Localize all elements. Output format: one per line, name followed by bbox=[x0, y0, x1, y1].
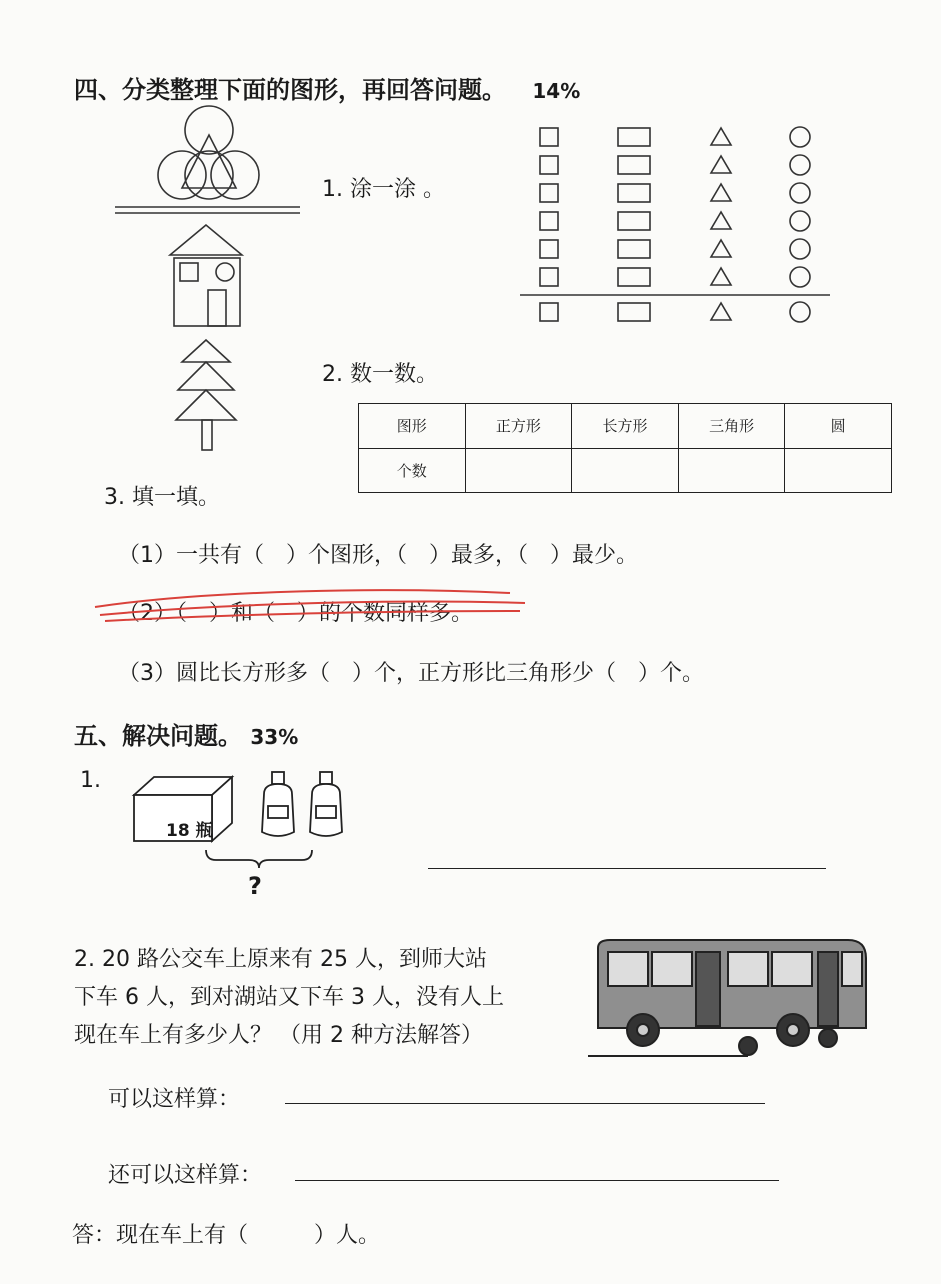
calc2-answer-line[interactable] bbox=[295, 1180, 779, 1181]
section4-title: 四、分类整理下面的图形，再回答问题。 14% bbox=[74, 76, 581, 104]
final-answer: 答：现在车上有（ ）人。 bbox=[72, 1223, 381, 1248]
section4-score: 14% bbox=[532, 79, 581, 103]
table-row bbox=[359, 404, 892, 449]
table-row bbox=[359, 448, 892, 493]
table-header: 圆 bbox=[785, 404, 892, 449]
shapes-figure bbox=[110, 100, 310, 460]
count-table bbox=[358, 403, 892, 493]
p1-number: 1. bbox=[80, 768, 101, 793]
calc2-label: 还可以这样算： bbox=[108, 1163, 263, 1188]
q1-label: 1. 涂一涂 。 bbox=[322, 177, 445, 202]
question-mark: ? bbox=[248, 872, 262, 900]
p2-line-3: 现在车上有多少人？ （用 2 种方法解答） bbox=[74, 1023, 483, 1048]
table-header: 长方形 bbox=[572, 404, 679, 449]
coloring-chart[interactable] bbox=[520, 123, 840, 328]
table-header: 图形 bbox=[359, 404, 466, 449]
red-strikethrough bbox=[90, 585, 530, 625]
q3-label: 3. 填一填。 bbox=[104, 485, 220, 510]
section5-title: 五、解决问题。 33% bbox=[74, 722, 299, 750]
q3-item-3: （3）圆比长方形多（ ）个，正方形比三角形少（ ）个。 bbox=[118, 661, 704, 686]
calc1-label: 可以这样算： bbox=[108, 1087, 241, 1112]
brace-under bbox=[204, 848, 314, 868]
q3-item-1: （1）一共有（ ）个图形，（ ）最多，（ ）最少。 bbox=[118, 543, 638, 568]
q3-item-2: （2）（ ）和（ ）的个数同样多。 bbox=[118, 601, 473, 626]
table-header: 三角形 bbox=[678, 404, 785, 449]
calc1-answer-line[interactable] bbox=[285, 1103, 765, 1104]
bottle-icon bbox=[256, 770, 356, 840]
box-label: 18 瓶 bbox=[166, 821, 213, 841]
p2-line-2: 下车 6 人，到对湖站又下车 3 人，没有人上 bbox=[74, 985, 504, 1010]
q2-label: 2. 数一数。 bbox=[322, 362, 438, 387]
count-cell[interactable] bbox=[572, 448, 679, 493]
count-cell[interactable] bbox=[678, 448, 785, 493]
bus-illustration bbox=[588, 938, 873, 1063]
count-cell[interactable] bbox=[785, 448, 892, 493]
section5-score: 33% bbox=[250, 725, 299, 749]
table-header: 正方形 bbox=[465, 404, 572, 449]
p1-answer-line[interactable] bbox=[428, 868, 826, 869]
table-row-label: 个数 bbox=[359, 448, 466, 493]
p2-line-1: 2. 20 路公交车上原来有 25 人，到师大站 bbox=[74, 947, 487, 972]
count-cell[interactable] bbox=[465, 448, 572, 493]
